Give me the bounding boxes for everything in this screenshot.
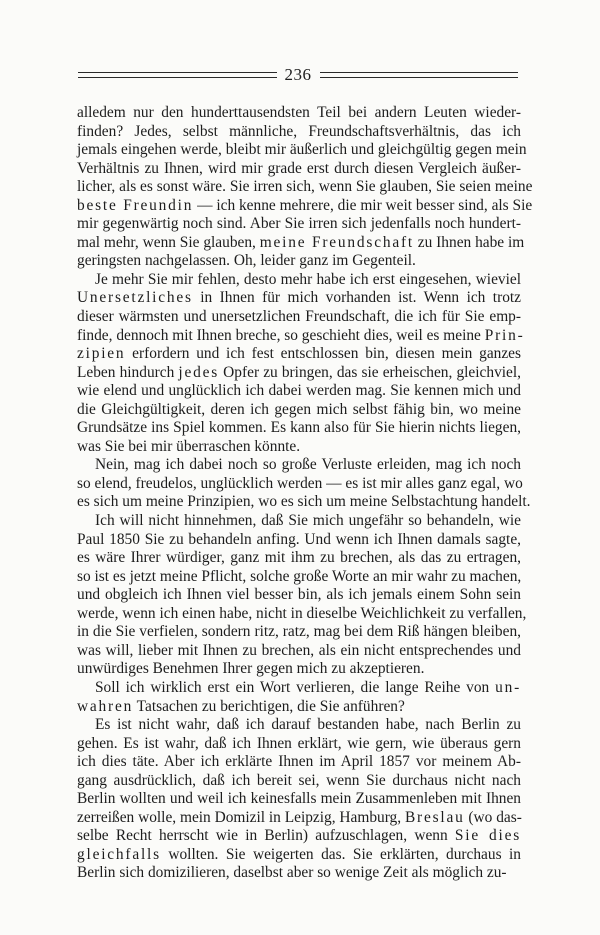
text-line [77,846,521,865]
text-run: in die Sie verfielen, sondern ritz, ratz, mag bei dem Riß hängen bleiben, [77,623,521,641]
text-run: finde, dennoch mit Ihnen breche, so geschieht dies, weil es meine [77,326,485,344]
text-run: Grundsätze ins Spiel kommen. Es kann also für Sie hierin nichts liegen, [77,419,521,437]
text-line [77,271,521,290]
text-run: Tatsachen zu berichtigen, die Sie anführen? [133,697,405,715]
text-run: dieser wärmsten und unersetzlichen Freundschaft, die ich für Sie emp- [77,308,521,326]
spaced-emphasis: Unersetzliches [77,289,193,307]
header-rule-left [78,72,277,78]
text-line [77,308,521,327]
text-line [77,252,521,271]
text-run: zu Ihnen habe im [413,233,525,251]
paragraph [77,456,531,512]
text-run: geringsten nachgelassen. Oh, leider ganz im Gegenteil. [77,252,416,270]
text-line [77,326,525,346]
text-run: alledem nur den hunderttausendsten Teil bei andern Leuten wieder- [77,104,521,121]
text-line [77,809,521,828]
text-line [77,531,521,550]
text-line [77,196,533,216]
text-run: wollten. Sie weigerten das. Sie erklärten, durchaus in [160,845,521,863]
letter-body [77,104,533,883]
text-line [77,382,521,401]
text-run: Paul 1850 Sie zu behandeln anfing. Und wenn ich Ihnen damals sagte, [77,530,521,548]
text-run: es sich um meine Prinzipien, wo es sich um meine Selbstachtung handelt. [77,493,531,511]
text-line [77,178,533,197]
text-run: Verhältnis zu Ihnen, wird mir grade erst durch diesen Vergleich äußer- [77,159,521,177]
text-run: Je mehr Sie mir fehlen, desto mehr habe ich erst eingesehen, wieviel [95,270,521,288]
page-number: 236 [284,65,312,84]
page-header [78,65,518,85]
text-line [77,215,521,234]
text-run: gang ausdrücklich, daß ich bereit sei, wenn Sie durchaus nicht nach [77,771,521,789]
text-line [77,735,521,754]
text-run: (wo das- [464,808,522,826]
text-line [77,456,521,475]
text-run: Berlin sich domizilieren, daselbst aber so wenige Zeit als möglich zu- [77,864,507,882]
text-line [77,512,521,531]
text-line [77,123,521,142]
text-line [77,289,521,308]
text-line [77,586,521,605]
text-run: Soll ich wirklich erst ein Wort verlieren, die lange Reihe von [95,678,496,696]
text-run: Ich will nicht hinnehmen, daß Sie mich ungefähr so behandeln, wie [95,512,521,530]
text-line [77,790,521,809]
text-run: mal mehr, wenn Sie glauben, [77,233,260,251]
text-run: Es ist nicht wahr, daß ich darauf bestanden habe, nach Berlin zu [95,716,521,734]
text-line [77,419,521,438]
text-run: in Ihnen für mich vorhanden ist. Wenn ich trotz [192,289,521,307]
text-run: was will, lieber mit Ihnen zu brechen, als ein nicht entsprechendes und [77,641,521,659]
text-line [77,660,521,679]
text-line [77,568,521,587]
text-line [77,604,527,624]
paragraph [77,716,521,883]
text-run: Nein, mag ich dabei noch so große Verluste erleiden, mag ich noch [95,456,521,474]
text-line [77,827,521,846]
text-run: so elend, freudelos, unglücklich werden — es ist mir alles ganz egal, wo [77,474,523,492]
spaced-emphasis: meine Freundschaft [259,233,414,251]
text-line [77,364,521,383]
text-run: zerreißen wolle, mein Domizil in Leipzig, Hamburg, [77,808,405,826]
paragraph [77,104,533,271]
text-run: die Gleichgültigkeit, deren ich gegen mich selbst fähig bin, wo meine [77,400,521,418]
text-run: licher, als es sonst wäre. Sie irren sich, wenn Sie glauben, Sie seien meine [77,178,533,196]
text-line [77,233,525,253]
text-run: was Sie bei mir überraschen könnte. [77,437,301,455]
text-line [77,864,521,883]
text-line [77,104,521,123]
text-line [77,642,521,661]
text-run: jemals eingehen werde, bleibt mir äußerlich und gleichgültig gegen mein [77,141,527,159]
text-line [77,549,521,568]
spaced-emphasis: jedes [178,363,220,381]
header-rule-right [320,72,519,78]
spaced-emphasis: wahren [77,697,134,715]
spaced-emphasis: beste Freundin [77,196,194,214]
text-run: Opfer zu bringen, das sie erheischen, gleichviel, [219,363,521,381]
text-line [77,345,521,364]
text-run: wie elend und unglücklich ich dabei werden mag. Sie kennen mich und [77,382,521,400]
text-line [77,679,521,698]
spaced-emphasis: gleichfalls [77,845,161,863]
text-run: Berlin wollten und weil ich keinesfalls mein Zusammenleben mit Ihnen [77,790,521,808]
spaced-emphasis: Sie dies [454,827,521,845]
text-run: werde, wenn ich einen habe, nicht in dieselbe Weichlichkeit zu verfallen, [77,604,527,622]
spaced-emphasis: un- [495,678,521,696]
text-line [77,753,521,772]
paragraph [77,679,521,716]
spaced-emphasis: Breslau [404,808,465,826]
text-run: ich dies täte. Aber ich erklärte Ihnen im April 1857 vor meinem Ab- [77,753,521,771]
text-run: mir gegenwärtig noch sind. Aber Sie irren sich jedenfalls noch hundert- [77,215,521,233]
text-line [77,438,521,457]
text-line [77,475,521,494]
text-run: selbe Recht herrscht wie in Berlin) aufzuschlagen, wenn [77,827,455,845]
text-run: — ich kenne mehrere, die mir weit besser sind, als Sie [193,196,533,214]
text-line [77,772,521,791]
text-run: es wäre Ihrer würdiger, ganz mit ihm zu brechen, als das zu ertragen, [77,549,521,567]
text-line [77,493,531,512]
text-run: erfordern und ich fest entschlossen bin, diesen mein ganzes [125,345,521,363]
paragraph [77,512,527,679]
text-line [77,160,521,179]
text-run: gehen. Es ist wahr, daß ich Ihnen erklärt, wie gern, wie überaus gern [77,734,521,752]
spaced-emphasis: zipien [77,345,126,363]
text-line [77,698,521,717]
text-run: und obgleich ich Ihnen viel besser bin, als ich jemals einem Sohn sein [77,586,521,604]
text-line [77,623,521,642]
text-run: finden? Jedes, selbst männliche, Freundschaftsverhältnis, das ich [77,122,521,140]
paragraph [77,270,525,456]
text-line [77,716,521,735]
text-run: Leben hindurch [77,363,179,381]
text-run: so ist es jetzt meine Pflicht, solche große Worte an mir wahr zu machen, [77,567,522,585]
text-run: unwürdiges Benehmen Ihrer gegen mich zu akzeptieren. [77,660,425,678]
text-line [77,401,521,420]
spaced-emphasis: Prin- [484,326,525,344]
text-line [77,141,527,160]
